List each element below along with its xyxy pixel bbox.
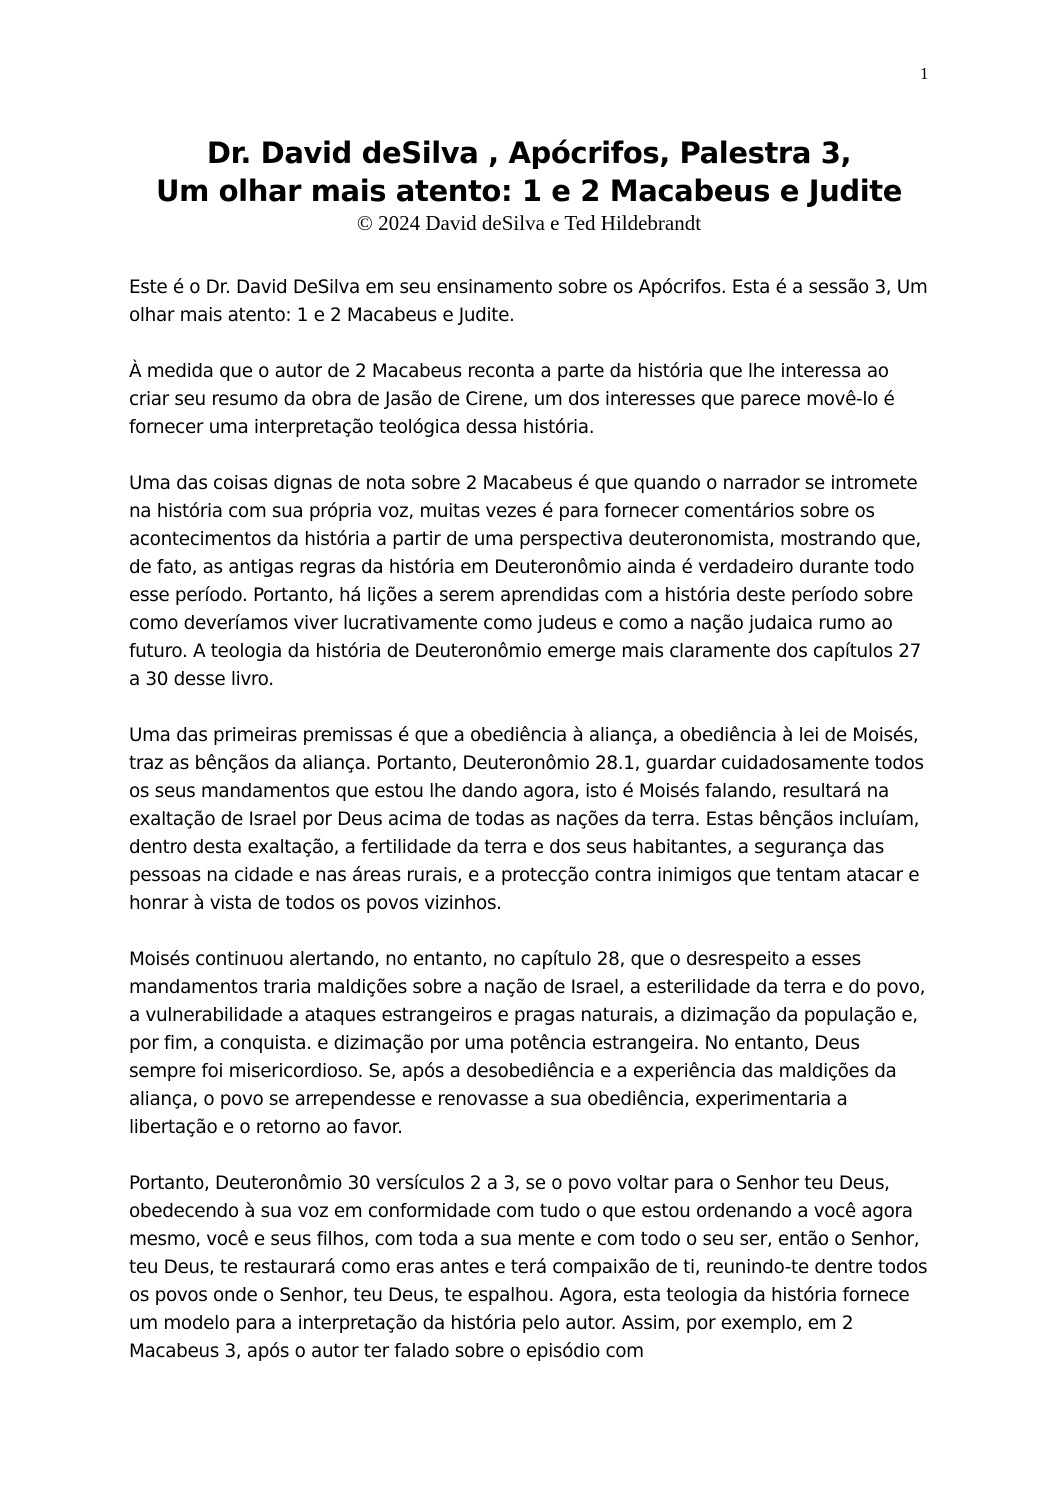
paragraph-curses: Moisés continuou alertando, no entanto, no capítulo 28, que o desrespeito a esses mandamentos traria maldições sobre a nação de Israel, a esterilidade da terra e do povo, a vulnerabilidade a ataques estrangeiros e pragas naturais, a dizimação da população e, por fim, a conquista. e dizimação por uma potência estrangeira. No entanto, Deus sempre foi misericordioso. Se, após a desobediência e a experiência das maldições da aliança, o povo se arrependesse e renovasse a sua obediência, experimentaria a libertação e o retorno ao favor. — [129, 949, 926, 1138]
paragraph-author-interest: À medida que o autor de 2 Macabeus reconta a parte da história que lhe interessa ao criar seu resumo da obra de Jasão de Cirene, um dos interesses que parece movê-lo é fornecer uma interpretação teológica dessa história. — [129, 361, 895, 438]
paragraph-narrator: Uma das coisas dignas de nota sobre 2 Macabeus é que quando o narrador se intromete na história com sua própria voz, muitas vezes é para fornecer comentários sobre os acontecimentos da história a partir de uma perspectiva deuteronomista, mostrando que, de fato, as antigas regras da história em Deuteronômio ainda é verdadeiro durante todo esse período. Portanto, há lições a serem aprendidas com a história deste período sobre como deveríamos viver lucrativamente como judeus e como a nação judaica rumo ao futuro. A teologia da história de Deuteronômio emerge mais claramente dos capítulos 27 a 30 desse livro. — [129, 473, 921, 690]
paragraph-intro: Este é o Dr. David DeSilva em seu ensinamento sobre os Apócrifos. Esta é a sessão 3, Um olhar mais atento: 1 e 2 Macabeus e Judite. — [129, 277, 928, 326]
title-line-2: Um olhar mais atento: 1 e 2 Macabeus e Judite — [155, 174, 902, 208]
paragraph-obedience: Uma das primeiras premissas é que a obediência à aliança, a obediência à lei de Moisés, traz as bênçãos da aliança. Portanto, Deuteronômio 28.1, guardar cuidadosamente todos os seus mandamentos que estou lhe dando agora, isto é Moisés falando, resultará na exaltação de Israel por Deus acima de todas as nações da terra. Estas bênçãos incluíam, dentro desta exaltação, a fertilidade da terra e dos seus habitantes, a segurança das pessoas na cidade e nas áreas rurais, e a protecção contra inimigos que tentam atacar e honrar à vista de todos os povos vizinhos. — [129, 725, 924, 914]
document-header — [0, 134, 1058, 236]
paragraph-deuteronomy-30: Portanto, Deuteronômio 30 versículos 2 a 3, se o povo voltar para o Senhor teu Deus, obedecendo à sua voz em conformidade com tudo o que estou ordenando a você agora mesmo, você e seus filhos, com toda a sua mente e com todo o seu ser, então o Senhor, teu Deus, te restaurará como eras antes e terá compaixão de ti, reunindo-te dentre todos os povos onde o Senhor, teu Deus, te espalhou. Agora, esta teologia da história fornece um modelo para a interpretação da história pelo autor. Assim, por exemplo, em 2 Macabeus 3, após o autor ter falado sobre o episódio com — [129, 1173, 928, 1362]
document-body — [129, 274, 929, 1394]
copyright-notice: © 2024 David deSilva e Ted Hildebrandt — [356, 211, 702, 235]
page-number: 1 — [920, 64, 929, 83]
title-line-1: Dr. David deSilva , Apócrifos, Palestra 3, — [206, 136, 852, 170]
